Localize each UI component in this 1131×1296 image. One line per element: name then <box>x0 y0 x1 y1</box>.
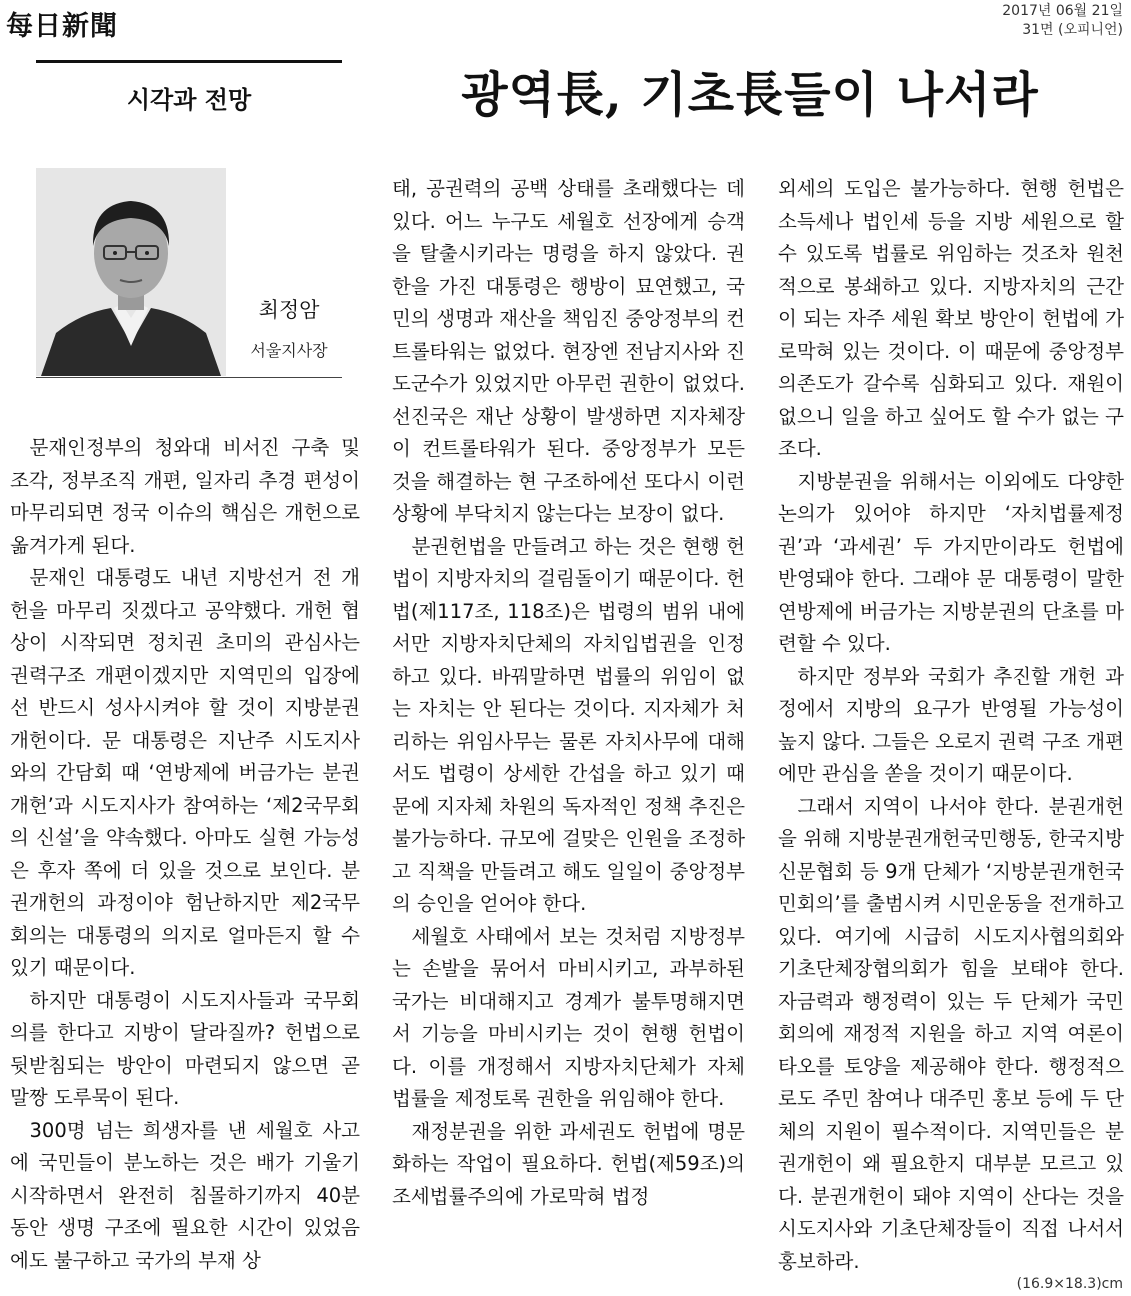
column-section-title: 시각과 전망 <box>126 86 252 114</box>
byline-rule <box>36 377 342 378</box>
paragraph: 재정분권을 위한 과세권도 헌법에 명문화하는 작업이 필요하다. 헌법(제59조)의 조세법률주의에 가로막혀 법정 <box>392 1119 745 1208</box>
author-title: 서울지사장 <box>250 341 328 360</box>
article-size-note: (16.9×18.3)cm <box>1016 1276 1123 1292</box>
author-name: 최정암 <box>258 298 320 322</box>
dateline <box>1002 2 1123 40</box>
paragraph: 분권헌법을 만들려고 하는 것은 현행 헌법이 지방자치의 걸림돌이기 때문이다. 헌법(제117조, 118조)은 법령의 범위 내에서만 지방자치단체의 자치입법권을 인정하고 있다. 바꿔말하면 법률의 위임이 없는 자치는 안 된다는 것이다. 지자체가 처리하는 위임사무는 물론 자치사무에 대해서도 법령이 상세한 간섭을 하고 있기 때문에 지자체 차원의 독자적인 정책 추진은 불가능하다. 규모에 걸맞은 인원을 조정하고 직책을 만들려고 해도 일일이 중앙정부의 승인을 얻어야 한다. <box>392 534 745 915</box>
article-column-1 <box>10 432 360 1277</box>
paragraph: 하지만 정부와 국회가 추진할 개헌 과정에서 지방의 요구가 반영될 가능성이 높지 않다. 그들은 오로지 권력 구조 개편에만 관심을 쏟을 것이기 때문이다. <box>778 664 1124 785</box>
paragraph: 지방분권을 위해서는 이외에도 다양한 논의가 있어야 하지만 ‘자치법률제정권’과 ‘과세권’ 두 가지만이라도 헌법에 반영돼야 한다. 그래야 문 대통령이 말한 연방제에 버금가는 지방분권의 단초를 마련할 수 있다. <box>778 469 1124 655</box>
paragraph-continued: 외세의 도입은 불가능하다. 현행 헌법은 소득세나 법인세 등을 지방 세원으로 할 수 있도록 법률로 위임하는 것조차 원천적으로 봉쇄하고 있다. 지방자치의 근간이 되는 자주 세원 확보 방안이 헌법에 가로막혀 있는 것이다. 이 때문에 중앙정부 의존도가 갈수록 심화되고 있다. 재원이 없으니 일을 하고 싶어도 할 수가 없는 구조다. <box>778 177 1124 460</box>
paragraph: 300명 넘는 희생자를 낸 세월호 사고에 국민들이 분노하는 것은 배가 기울기 시작하면서 완전히 침몰하기까지 40분 동안 생명 구조에 필요한 시간이 있었음에도 불구하고 국가의 부재 상 <box>10 1118 360 1272</box>
paragraph: 하지만 대통령이 시도지사들과 국무회의를 한다고 지방이 달라질까? 헌법으로 뒷받침되는 방안이 마련되지 않으면 곧 말짱 도루묵이 된다. <box>10 988 360 1109</box>
paragraph: 세월호 사태에서 보는 것처럼 지방정부는 손발을 묶어서 마비시키고, 과부하된 국가는 비대해지고 경계가 불투명해지면서 기능을 마비시키는 것이 현행 헌법이다. 이를 개정해서 지방자치단체가 자체 법률을 제정토록 권한을 위임해야 한다. <box>392 924 745 1110</box>
paragraph: 그래서 지역이 나서야 한다. 분권개헌을 위해 지방분권개헌국민행동, 한국지방신문협회 등 9개 단체가 ‘지방분권개헌국민회의’를 출범시켜 시민운동을 전개하고 있다. 여기에 시급히 시도지사협의회와 기초단체장협의회가 힘을 보태야 한다. 자금력과 행정력이 있는 두 단체가 국민회의에 재정적 지원을 하고 지역 여론이 타오를 토양을 제공해야 한다. 행정적으로도 주민 참여나 대주민 홍보 등에 두 단체의 지원이 필수적이다. 지역민들은 분권개헌이 왜 필요한지 대부분 모르고 있다. 분권개헌이 돼야 지역이 산다는 것을 시도지사와 기초단체장들이 직접 나서서 홍보하라. <box>778 794 1124 1273</box>
article-column-3 <box>778 173 1124 1278</box>
article-headline: 광역長, 기초長들이 나서라 <box>461 67 1039 123</box>
section-rule <box>36 60 342 63</box>
paragraph-continued: 태, 공권력의 공백 상태를 초래했다는 데 있다. 어느 누구도 세월호 선장에게 승객을 탈출시키라는 명령을 하지 않았다. 권한을 가진 대통령은 행방이 묘연했고, 국민의 생명과 재산을 책임진 중앙정부의 컨트롤타워는 없었다. 현장엔 전남지사와 진도군수가 있었지만 아무런 권한이 없었다. 선진국은 재난 상황이 발생하면 지자체장이 컨트롤타워가 된다. 중앙정부가 모든 것을 해결하는 현 구조하에선 또다시 이런 상황에 부닥치지 않는다는 보장이 없다. <box>392 177 745 525</box>
newspaper-masthead: 每日新聞 <box>6 11 118 42</box>
page-section: 31면 (오피니언) <box>1022 22 1123 38</box>
article-column-2 <box>392 173 745 1213</box>
paragraph: 문재인정부의 청와대 비서진 구축 및 조각, 정부조직 개편, 일자리 추경 편성이 마무리되면 정국 이슈의 핵심은 개헌으로 옮겨가게 된다. <box>10 436 360 557</box>
author-photo <box>36 168 226 376</box>
publication-date: 2017년 06월 21일 <box>1002 3 1123 19</box>
paragraph: 문재인 대통령도 내년 지방선거 전 개헌을 마무리 짓겠다고 공약했다. 개헌 협상이 시작되면 정치권 초미의 관심사는 권력구조 개편이겠지만 지역민의 입장에선 반드시 성사시켜야 할 것이 지방분권개헌이다. 문 대통령은 지난주 시도지사와의 간담회 때 ‘연방제에 버금가는 분권개헌’과 시도지사가 참여하는 ‘제2국무회의 신설’을 약속했다. 아마도 실현 가능성은 후자 쪽에 더 있을 것으로 보인다. 분권개헌의 과정이야 험난하지만 제2국무회의는 대통령의 의지로 얼마든지 할 수 있기 때문이다. <box>10 566 360 979</box>
